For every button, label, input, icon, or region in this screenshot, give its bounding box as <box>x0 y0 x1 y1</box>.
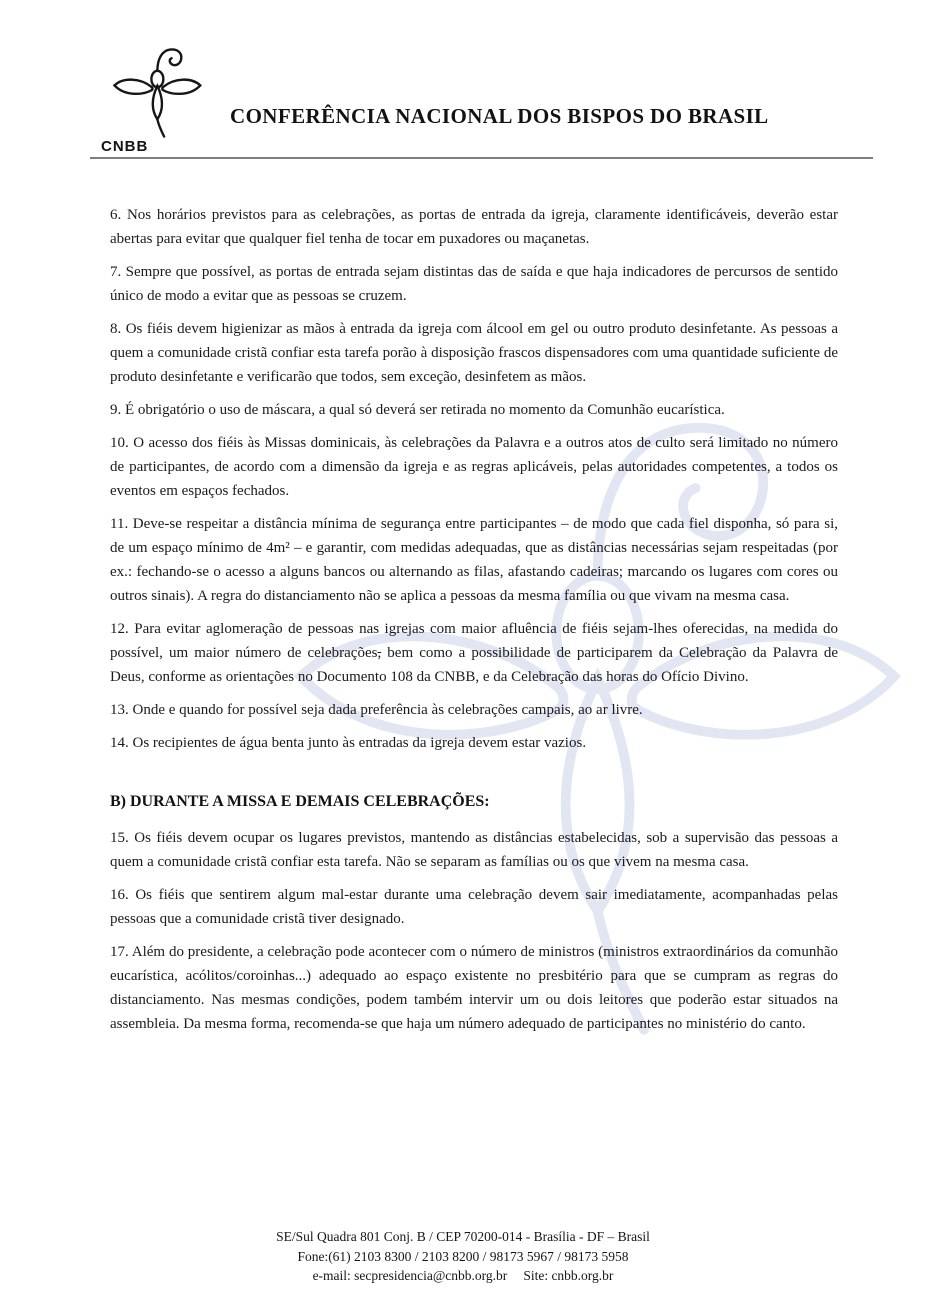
paragraph-13: 13. Onde e quando for possível seja dada preferência às celebrações campais, ao ar livre. <box>110 702 643 718</box>
paragraph-6: 6. Nos horários previstos para as celebrações, as portas de entrada da igreja, claramente identificáveis, deverão estar abertas para evitar que qualquer fiel tenha de tocar em puxadores ou maçanetas. <box>110 207 838 247</box>
paragraph-14: 14. Os recipientes de água benta junto às entradas da igreja devem estar vazios. <box>110 735 587 751</box>
page-title: CONFERÊNCIA NACIONAL DOS BISPOS DO BRASIL <box>230 104 769 128</box>
section-b-heading: B) DURANTE A MISSA E DEMAIS CELEBRAÇÕES: <box>110 793 490 810</box>
paragraph-12-before: 12. Para evitar aglomeração de pessoas nas igrejas com maior afluência de fiéis sejam-lhes oferecidas, na medida do possível, um maior número de celebrações <box>110 621 838 661</box>
dove-crosier-icon <box>98 44 216 138</box>
header-divider <box>90 157 873 159</box>
footer-site: Site: cnbb.org.br <box>523 1268 614 1283</box>
paragraph-7: 7. Sempre que possível, as portas de entrada sejam distintas das de saída e que haja indicadores de percursos de sentido único de modo a evitar que as pessoas se cruzem. <box>110 264 838 304</box>
footer-address: SE/Sul Quadra 801 Conj. B / CEP 70200-014 - Brasília - DF – Brasil <box>276 1229 650 1244</box>
paragraph-12 <box>110 617 838 689</box>
paragraph-12-after: bem como a possibilidade de participarem da Celebração da Palavra de Deus, conforme as orientações no Documento 108 da CNBB, e da Celebração das horas do Ofício Divino. <box>110 645 839 685</box>
footer-email: e-mail: secpresidencia@cnbb.org.br <box>312 1268 508 1283</box>
paragraph-11: 11. Deve-se respeitar a distância mínima de segurança entre participantes – de modo que cada fiel disponha, só para si, de um espaço mínimo de 4m² – e garantir, com medidas adequadas, que as distâncias necessárias sejam respeitadas (por ex.: fechando-se o acesso a alguns bancos ou alternando as filas, afastando cadeiras; marcando os lugares com cores ou outros sinais). A regra do distanciamento não se aplica a pessoas da mesma família ou que vivam na mesma casa. <box>110 516 838 604</box>
paragraph-15: 15. Os fiéis devem ocupar os lugares previstos, mantendo as distâncias estabelecidas, sob a supervisão das pessoas a quem a comunidade cristã confiar esta tarefa. Não se separam as famílias ou os que vivem na mesma casa. <box>110 830 838 870</box>
paragraph-10: 10. O acesso dos fiéis às Missas dominicais, às celebrações da Palavra e a outros atos de culto será limitado no número de participantes, de acordo com a dimensão da igreja e as regras aplicáveis, pelas autoridades competentes, a todos os eventos em espaços fechados. <box>110 435 838 499</box>
logo-text: CNBB <box>101 138 149 155</box>
document-body <box>110 203 838 1045</box>
paragraph-16: 16. Os fiéis que sentirem algum mal-estar durante uma celebração devem sair imediatamente, acompanhadas pelas pessoas que a comunidade cristã tiver designado. <box>110 887 838 927</box>
footer-phone: Fone:(61) 2103 8300 / 2103 8200 / 98173 5967 / 98173 5958 <box>297 1248 629 1264</box>
footer-contact-line <box>0 1266 926 1286</box>
paragraph-8: 8. Os fiéis devem higienizar as mãos à entrada da igreja com álcool em gel ou outro produto desinfetante. As pessoas a quem a comunidade cristã confiar esta tarefa porão à disposição frascos dispensadores com uma quantidade suficiente de produto desinfetante e verificarão que todos, sem exceção, desinfetem as mãos. <box>110 321 838 385</box>
document-footer <box>0 1227 926 1286</box>
paragraph-9: 9. É obrigatório o uso de máscara, a qual só deverá ser retirada no momento da Comunhão eucarística. <box>110 402 725 418</box>
paragraph-17: 17. Além do presidente, a celebração pode acontecer com o número de ministros (ministros extraordinários da comunhão eucarística, acólitos/coroinhas...) adequado ao espaço existente no presbitério para que se cumpram as regras do distanciamento. Nas mesmas condições, podem também intervir um ou dois leitores que poderão estar situados na assembleia. Da mesma forma, recomenda-se que haja um número adequado de participantes no ministério do canto. <box>110 944 838 1032</box>
struck-comma: , <box>377 645 382 661</box>
cnbb-logo <box>98 44 224 164</box>
